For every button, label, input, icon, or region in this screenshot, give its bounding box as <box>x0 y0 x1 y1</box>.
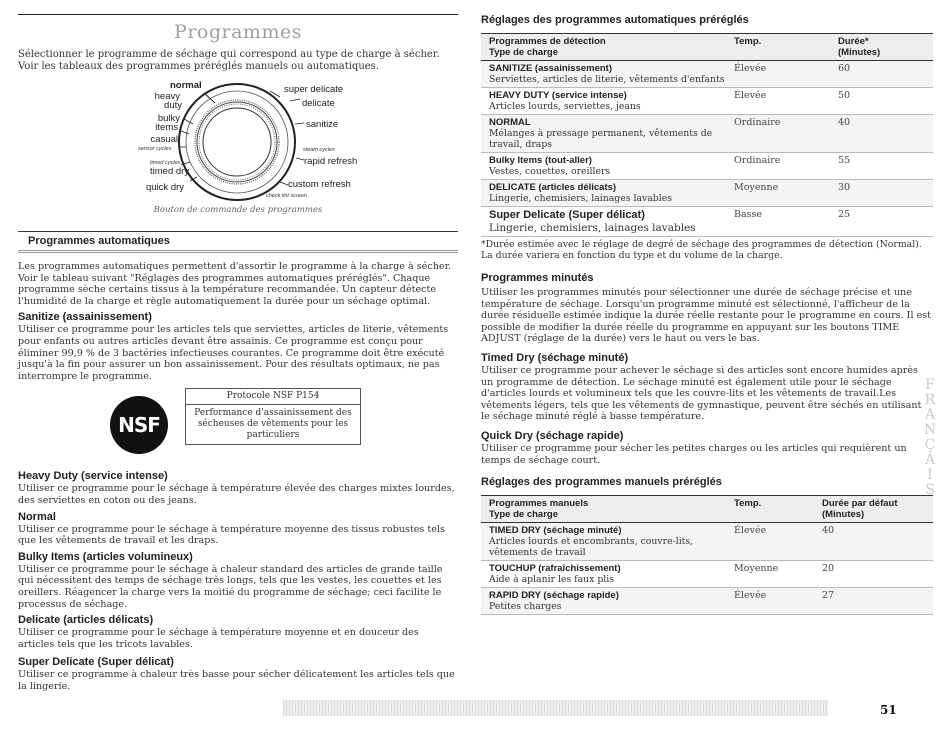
row-time: 50 <box>838 90 851 101</box>
auto-table-note: *Durée estimée avec le réglage de degré de séchage des programmes de détection (Normal). La durée variera en fonction du type et du volume de la charge. <box>481 239 922 261</box>
dial-label-timed-dry: timed dry <box>150 166 190 177</box>
row-name: HEAVY DUTY (service intense) <box>489 90 627 101</box>
row-time: 27 <box>822 590 835 602</box>
dial-label-casual: casual <box>150 134 178 145</box>
sanitize-text: Utiliser ce programme pour les articles tels que serviettes, articles de literie, vêtements pour enfants ou autres articles devant être assainis. Ce programme est conçu pour éliminer 99,9 % de 3 bactéries infectieuses courantes. Ce programme doit être exécuté jusqu'à la fin pour assurer un bon assainissement. Pour des résultats optimaux, ne pas interrompre le programme. <box>18 324 449 382</box>
row-time: 40 <box>838 117 851 128</box>
super-delicate-text: Utiliser ce programme à chaleur très basse pour sécher délicatement les articles tels que la lingerie. <box>18 669 455 692</box>
timed-dry-heading: Timed Dry (séchage minuté) <box>481 351 629 364</box>
dial-label-custom-refresh: custom refresh <box>288 179 351 190</box>
row-desc: Articles lourds et encombrants, couvre-lits, vêtements de travail <box>489 536 694 559</box>
row-name: SANITIZE (assainissement) <box>489 63 613 74</box>
row-temp: Ordinaire <box>734 117 781 128</box>
nsf-certification <box>18 388 458 466</box>
header-minutes: (Minutes) <box>838 47 881 58</box>
header-minutes: (Minutes) <box>822 509 865 521</box>
table-row <box>481 207 933 237</box>
row-temp: Élevée <box>734 525 767 537</box>
delicate-heading: Delicate (articles délicats) <box>18 614 154 627</box>
section-title-automatic: Programmes automatiques <box>18 231 458 253</box>
row-desc: Lingerie, chemisiers, lainages lavables <box>489 193 672 204</box>
dial-label-normal: normal <box>170 80 202 91</box>
intro-text: Sélectionner le programme de séchage qui correspond au type de charge à sécher. Voir les tableaux des programmes préréglés manuels ou automatiques. <box>18 49 440 72</box>
auto-table-title: Réglages des programmes automatiques préréglés <box>481 14 749 26</box>
table-row <box>481 588 933 615</box>
row-desc: Articles lourds, serviettes, jeans <box>489 101 641 112</box>
row-name: Super Delicate (Super délicat) <box>489 209 645 221</box>
manual-table-title: Réglages des programmes manuels préréglés <box>481 476 722 489</box>
row-name: TIMED DRY (séchage minuté) <box>489 525 622 537</box>
quick-dry-text: Utiliser ce programme pour sécher les petites charges ou les articles qui requièrent un temps de séchage court. <box>481 442 907 466</box>
row-desc: Aide à aplanir les faux plis <box>489 574 615 586</box>
table-row <box>481 61 933 88</box>
header-duration: Durée par défaut <box>822 498 898 510</box>
table-row <box>481 561 933 588</box>
normal-text: Utiliser ce programme pour le séchage à température moyenne des tissus robustes tels que les vêtements de travail et les draps. <box>18 523 445 547</box>
side-label-letter: A <box>924 407 936 423</box>
header-load-type: Type de charge <box>489 47 558 58</box>
row-desc: Vestes, couettes, oreillers <box>489 166 611 177</box>
table-header <box>481 495 933 523</box>
dial-label-bulky: bulky <box>157 113 180 124</box>
row-time: 60 <box>838 63 851 74</box>
dial-label-quick-dry: quick dry <box>146 182 185 193</box>
table-row <box>481 180 933 207</box>
row-name: NORMAL <box>489 117 531 128</box>
row-name: RAPID DRY (séchage rapide) <box>489 590 619 602</box>
cycle-dial-graphic <box>18 79 458 205</box>
dial-label-sanitize: sanitize <box>306 119 339 130</box>
row-desc: Lingerie, chemisiers, lainages lavables <box>489 222 696 234</box>
row-time: 20 <box>822 563 835 575</box>
row-temp: Ordinaire <box>734 155 781 166</box>
page-title: Programmes <box>174 21 302 43</box>
nsf-box-text: Performance d'assainissement des sécheuses de vêtements pour les particuliers <box>194 408 352 441</box>
row-temp: Basse <box>734 209 763 220</box>
side-label-letter: Ç <box>924 437 936 453</box>
delicate-text: Utiliser ce programme pour le séchage à température moyenne et en douceur des articles tels que les tricots lavables. <box>18 627 419 650</box>
dial-label-items: items <box>155 122 178 133</box>
side-label-letter: R <box>924 392 936 408</box>
table-row <box>481 153 933 180</box>
row-time: 25 <box>838 209 851 220</box>
cycle-dial-diagram <box>18 79 458 217</box>
row-temp: Élevée <box>734 590 767 602</box>
row-temp: Moyenne <box>734 182 779 193</box>
row-desc: Petites charges <box>489 601 562 613</box>
bulky-items-heading: Bulky Items (articles volumineux) <box>18 550 193 563</box>
bulky-items-text: Utiliser ce programme pour le séchage à chaleur standard des articles de grande taille qui nécessitent des temps de séchage très longs, tels que les vestes, les couettes et les oreillers. Réagencer la charge vers la moitié du programme de séchage; ceci facilite le processus de séchage. <box>18 563 443 610</box>
side-language-label <box>920 378 940 498</box>
dial-label-duty: duty <box>164 100 182 111</box>
top-rule <box>18 14 458 15</box>
side-label-letter: I <box>927 467 933 483</box>
side-label-letter: A <box>924 452 936 468</box>
automatic-intro: Les programmes automatiques permettent d'assortir le programme à la charge à sécher. Voir le tableau suivant "Réglages des programmes automatiques préréglés". Chaque programme sèche certains tissus à la température recommandée. Un capteur détecte l'humidité de la charge et règle automatiquement la durée pour un séchage optimal. <box>18 261 452 307</box>
normal-heading: Normal <box>18 510 56 523</box>
dial-label-super-delicate: super delicate <box>284 84 344 95</box>
super-delicate-heading: Super Delicate (Super délicat) <box>18 656 174 669</box>
timed-dry-text: Utiliser ce programme pour achever le séchage si des articles sont encore humides après un programme de détection. Le séchage minuté est également utile pour le séchage d'articles lourds et volumineux tels que les couvre-lits et les vêtements de travail.Les vêtements légers, tels que les vêtements de gymnastique, peuvent être séchés en utilisant le séchage minuté réglé à basse température. <box>481 364 922 423</box>
dial-label-rapid-refresh: rapid refresh <box>304 156 358 167</box>
quick-dry-heading: Quick Dry (séchage rapide) <box>481 429 624 442</box>
table-row <box>481 523 933 561</box>
row-desc: Mélanges à pressage permanent, vêtements de travail, draps <box>489 128 713 150</box>
nsf-protocol-box <box>185 388 361 445</box>
auto-settings-table <box>481 33 933 237</box>
header-duration: Durée* <box>838 36 869 47</box>
dial-label-timed-cycles: timed cycles <box>150 160 181 166</box>
table-row <box>481 88 933 115</box>
heavy-duty-text: Utiliser ce programme pour le séchage à température élevée des charges mixtes lourdes, des serviettes en coton ou des jeans. <box>18 483 455 506</box>
dial-label-heavy: heavy <box>154 91 180 102</box>
row-time: 40 <box>822 525 835 537</box>
header-load-type: Type de charge <box>489 509 558 521</box>
header-programs: Programmes de détection <box>489 36 606 47</box>
table-header <box>481 33 933 61</box>
row-name: TOUCHUP (rafraîchissement) <box>489 563 621 575</box>
header-temp: Temp. <box>734 36 762 47</box>
timed-programs-heading: Programmes minutés <box>481 272 594 284</box>
row-time: 30 <box>838 182 851 193</box>
side-label-letter: N <box>923 422 937 438</box>
row-name: Bulky Items (tout-aller) <box>489 155 592 166</box>
dial-caption: Bouton de commande des programmes <box>153 205 323 215</box>
page-number: 51 <box>880 703 897 717</box>
header-temp: Temp. <box>734 498 762 510</box>
row-desc: Serviettes, articles de literie, vêtements d'enfants <box>489 74 725 85</box>
dial-label-sensor-cycles: sensor cycles <box>138 146 172 152</box>
nsf-box-title: Protocole NSF P154 <box>186 389 360 405</box>
row-name: DELICATE (articles délicats) <box>489 182 617 193</box>
right-column <box>481 13 933 615</box>
nsf-logo: NSF <box>110 396 168 454</box>
side-label-letter: F <box>925 377 935 393</box>
footer-bar <box>283 700 828 716</box>
row-temp: Élevée <box>734 90 767 101</box>
row-temp: Moyenne <box>734 563 779 575</box>
manual-settings-table <box>481 495 933 615</box>
dial-label-check-lint: check lint screen <box>266 193 307 199</box>
row-temp: Élevée <box>734 63 767 74</box>
timed-programs-intro: Utiliser les programmes minutés pour sélectionner une durée de séchage précise et une température de séchage. Lorsqu'un programme minuté est sélectionné, l'afficheur de la durée résiduelle estimée indique la durée réelle restante pour le programme en cours. Il est possible de modifier la durée réelle du programme en appuyant sur les boutons TIME ADJUST (réglage de la durée) vers le haut ou vers le bas. <box>481 287 932 345</box>
side-label-letter: S <box>925 482 935 498</box>
dial-label-steam-cycles: steam cycles <box>303 147 335 153</box>
heavy-duty-heading: Heavy Duty (service intense) <box>18 470 168 483</box>
table-row <box>481 115 933 153</box>
row-time: 55 <box>838 155 851 166</box>
header-programs: Programmes manuels <box>489 498 589 510</box>
left-column <box>18 14 458 692</box>
dial-label-delicate: delicate <box>302 98 335 109</box>
sanitize-heading: Sanitize (assainissement) <box>18 311 152 324</box>
